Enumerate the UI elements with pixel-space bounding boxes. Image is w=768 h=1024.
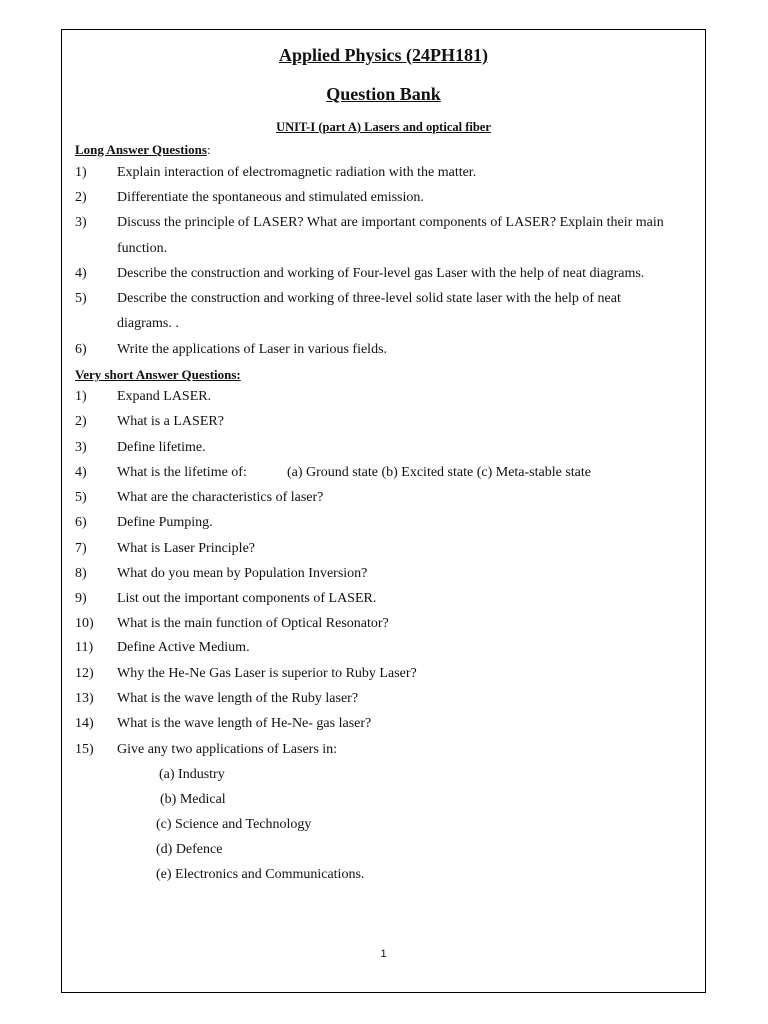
item-number: 5) (75, 291, 87, 306)
item-text: Give any two applications of Lasers in: (117, 742, 338, 757)
course-title: Applied Physics (24PH181) (278, 45, 488, 65)
item-number: 12) (75, 666, 94, 681)
long-answer-heading-colon: : (206, 142, 211, 157)
item-text: What is the wave length of He-Ne- gas laser? (117, 716, 372, 731)
item-text: What is a LASER? (117, 414, 224, 429)
item-text-continuation: function. (117, 241, 168, 256)
item-text: List out the important components of LASER. (117, 591, 377, 606)
item-number: 1) (75, 165, 87, 180)
sub-item: (d) Defence (156, 842, 223, 857)
item-text: Define Pumping. (117, 515, 213, 530)
item-number: 3) (75, 215, 87, 230)
item-number: 1) (75, 389, 87, 404)
sub-item: (e) Electronics and Communications. (156, 867, 365, 882)
item-text: What do you mean by Population Inversion? (117, 566, 368, 581)
sub-item: (a) Industry (159, 767, 225, 782)
very-short-heading (75, 367, 241, 383)
page-number: 1 (380, 948, 387, 960)
item-number: 7) (75, 541, 87, 556)
item-text: Why the He-Ne Gas Laser is superior to Ruby Laser? (117, 666, 417, 681)
item-text: What is the lifetime of: (117, 465, 247, 480)
item-text: What is Laser Principle? (117, 541, 256, 556)
item-text: Write the applications of Laser in various fields. (117, 342, 388, 357)
item-text: Define lifetime. (117, 440, 206, 455)
unit-title: UNIT-I (part A) Lasers and optical fiber (276, 120, 491, 134)
item-number: 4) (75, 266, 87, 281)
item-number: 6) (75, 342, 87, 357)
item-text: Expand LASER. (117, 389, 212, 404)
item-text: What is the wave length of the Ruby laser? (117, 691, 359, 706)
sub-item: (b) Medical (160, 792, 226, 807)
document-title: Question Bank (326, 84, 441, 104)
item-number: 3) (75, 440, 87, 455)
item-text: Describe the construction and working of Four-level gas Laser with the help of neat diagrams. (117, 266, 645, 281)
item-text: Discuss the principle of LASER? What are important components of LASER? Explain their main (117, 215, 664, 230)
item-number: 13) (75, 691, 94, 706)
item-number: 6) (75, 515, 87, 530)
item-text: Differentiate the spontaneous and stimulated emission. (117, 190, 424, 205)
item-number: 11) (75, 640, 94, 655)
item-text: Explain interaction of electromagnetic radiation with the matter. (117, 165, 477, 180)
item-text: What are the characteristics of laser? (117, 490, 324, 505)
item-text-options: (a) Ground state (b) Excited state (c) Meta-stable state (287, 465, 591, 480)
sub-item: (c) Science and Technology (156, 817, 312, 832)
item-number: 15) (75, 742, 94, 757)
item-text-continuation: diagrams. . (117, 316, 179, 331)
item-number: 2) (75, 190, 87, 205)
item-number: 4) (75, 465, 87, 480)
item-number: 10) (75, 616, 94, 631)
long-answer-heading (75, 142, 211, 158)
item-number: 2) (75, 414, 87, 429)
item-number: 5) (75, 490, 87, 505)
item-number: 9) (75, 591, 87, 606)
long-answer-heading-text: Long Answer Questions (75, 142, 207, 157)
item-text: Define Active Medium. (117, 640, 250, 655)
item-number: 14) (75, 716, 94, 731)
very-short-heading-text: Very short Answer Questions: (75, 367, 241, 382)
item-number: 8) (75, 566, 87, 581)
item-text: What is the main function of Optical Resonator? (117, 616, 389, 631)
item-text: Describe the construction and working of three-level solid state laser with the help of neat (117, 291, 621, 306)
